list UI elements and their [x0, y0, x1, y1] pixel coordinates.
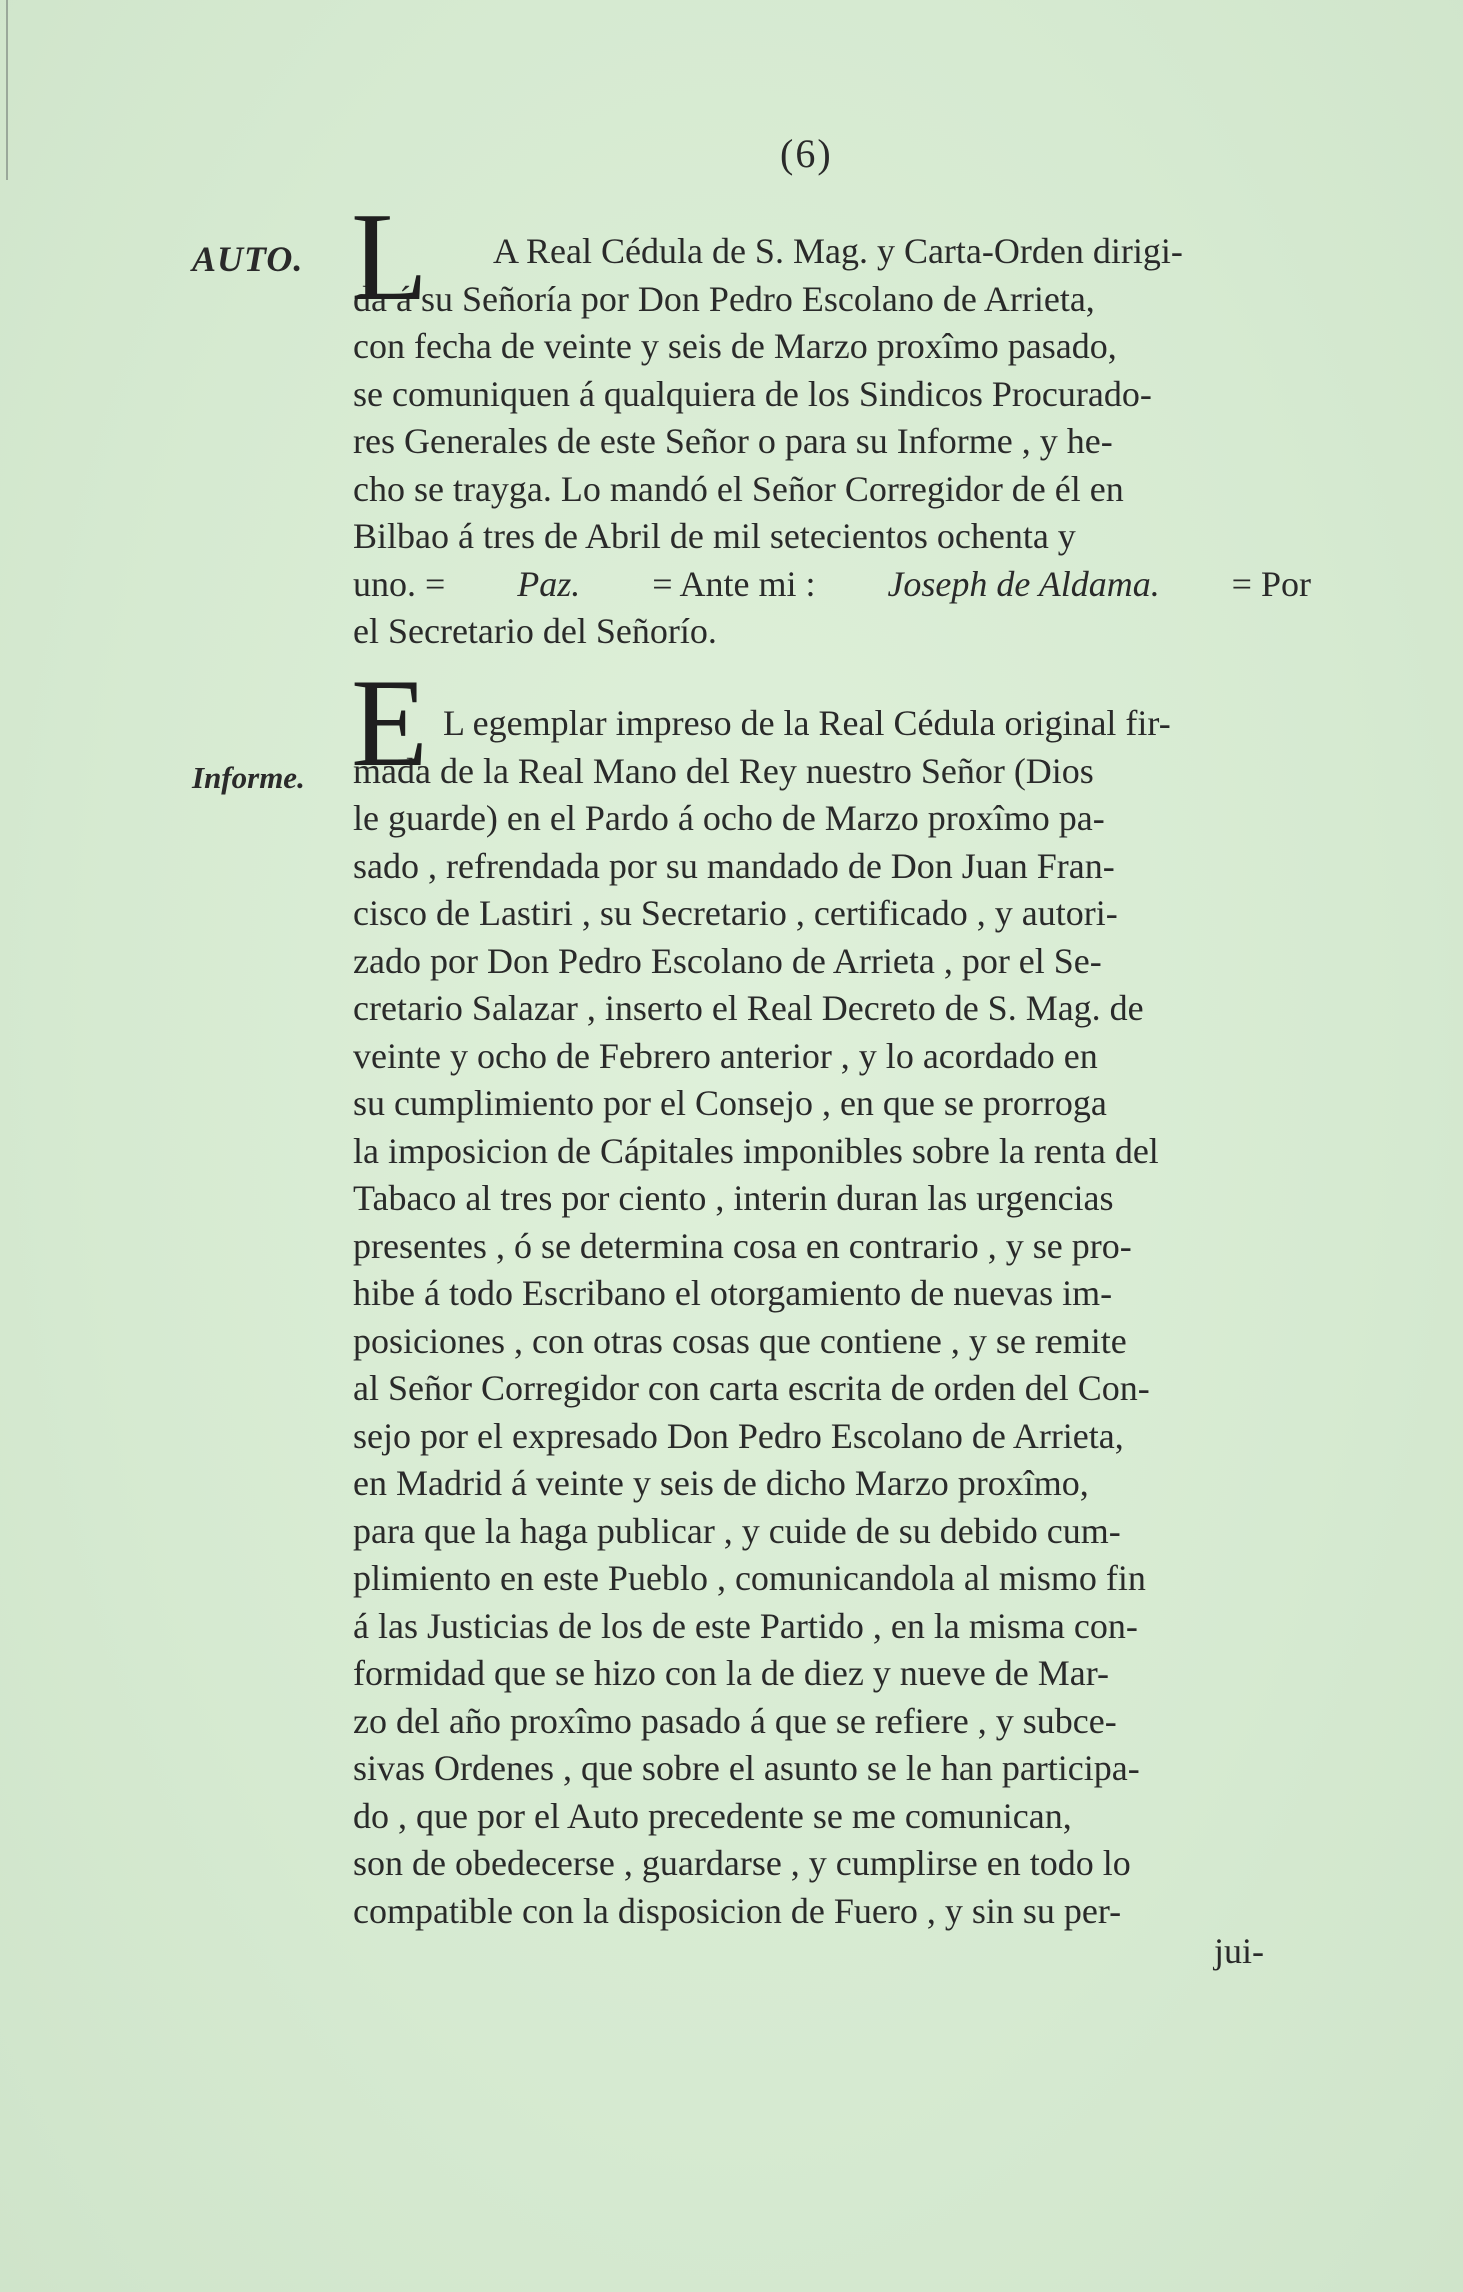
text-line: le guarde) en el Pardo á ocho de Marzo proxîmo pa- — [353, 798, 1105, 838]
text-line: sejo por el expresado Don Pedro Escolano de Arrieta, — [353, 1415, 1124, 1456]
text-line: sivas Ordenes , que sobre el asunto se le han participa- — [353, 1748, 1140, 1788]
text-line: en Madrid á veinte y seis de dicho Marzo proxîmo, — [353, 1463, 1089, 1503]
text-line: á las Justicias de los de este Partido , en la misma con- — [353, 1605, 1138, 1646]
marginal-note-auto: AUTO. — [192, 239, 304, 279]
text-line: cretario Salazar , inserto el Real Decreto de S. Mag. de — [353, 988, 1144, 1028]
text-line: posiciones , con otras cosas que contiene , y se remite — [353, 1320, 1127, 1361]
informe-paragraph — [351, 654, 1311, 1935]
marginal-note-informe: Informe. — [192, 760, 305, 795]
text-line: L egemplar impreso de la Real Cédula original fir- — [443, 703, 1171, 743]
drop-cap-e: E — [351, 654, 428, 793]
text-line: el Secretario del Señorío. — [353, 611, 717, 651]
text-line: zo del año proxîmo pasado á que se refiere , y subce- — [353, 1700, 1117, 1741]
auto-paragraph — [351, 188, 1311, 656]
text-line: hibe á todo Escribano el otorgamiento de nuevas im- — [353, 1273, 1113, 1313]
drop-cap-l: L — [351, 188, 428, 327]
text-line: al Señor Corregidor con carta escrita de orden del Con- — [353, 1368, 1150, 1408]
text-line: A Real Cédula de S. Mag. y Carta-Orden dirigi- — [493, 231, 1183, 271]
text-line: sado , refrendada por su mandado de Don Juan Fran- — [353, 845, 1115, 886]
text-line: compatible con la disposicion de Fuero , y sin su per- — [353, 1890, 1122, 1931]
text-line: veinte y ocho de Febrero anterior , y lo acordado en — [353, 1035, 1098, 1076]
text-line-signatures: uno. = Paz. = Ante mi : Joseph de Aldama. = Por — [353, 561, 1311, 609]
text-line: do , que por el Auto precedente se me comunican, — [353, 1795, 1072, 1836]
text-line: su cumplimiento por el Consejo , en que se prorroga — [353, 1083, 1107, 1123]
text-line: res Generales de este Señor o para su Informe , y he- — [353, 421, 1113, 461]
text-line: con fecha de veinte y seis de Marzo proxîmo pasado, — [353, 326, 1117, 366]
text-line: son de obedecerse , guardarse , y cumplirse en todo lo — [353, 1843, 1131, 1883]
page-number: (6) — [780, 131, 833, 176]
text-line: cho se trayga. Lo mandó el Señor Corregidor de él en — [353, 468, 1124, 509]
text-line: da á su Señoría por Don Pedro Escolano de Arrieta, — [353, 278, 1095, 319]
text-line: cisco de Lastiri , su Secretario , certificado , y autori- — [353, 893, 1118, 933]
text-line: mada de la Real Mano del Rey nuestro Señor (Dios — [353, 750, 1094, 791]
text-line: la imposicion de Cápitales imponibles sobre la renta del — [353, 1130, 1159, 1171]
text-line: Bilbao á tres de Abril de mil setecientos ochenta y — [353, 516, 1076, 556]
text-line: formidad que se hizo con la de diez y nueve de Mar- — [353, 1653, 1109, 1693]
signature-aldama: Joseph de Aldama. — [887, 563, 1160, 604]
page-edge-shadow — [6, 0, 8, 180]
text-line: se comuniquen á qualquiera de los Sindicos Procurado- — [353, 373, 1152, 414]
text-line: plimiento en este Pueblo , comunicandola al mismo fin — [353, 1558, 1146, 1598]
signature-paz: Paz. — [517, 563, 581, 604]
text-line: Tabaco al tres por ciento , interin duran las urgencias — [353, 1178, 1114, 1218]
text-line: presentes , ó se determina cosa en contrario , y se pro- — [353, 1225, 1132, 1266]
text-line: zado por Don Pedro Escolano de Arrieta , por el Se- — [353, 940, 1102, 981]
catchword: jui- — [1214, 1931, 1264, 1971]
text-line: para que la haga publicar , y cuide de su debido cum- — [353, 1510, 1121, 1551]
